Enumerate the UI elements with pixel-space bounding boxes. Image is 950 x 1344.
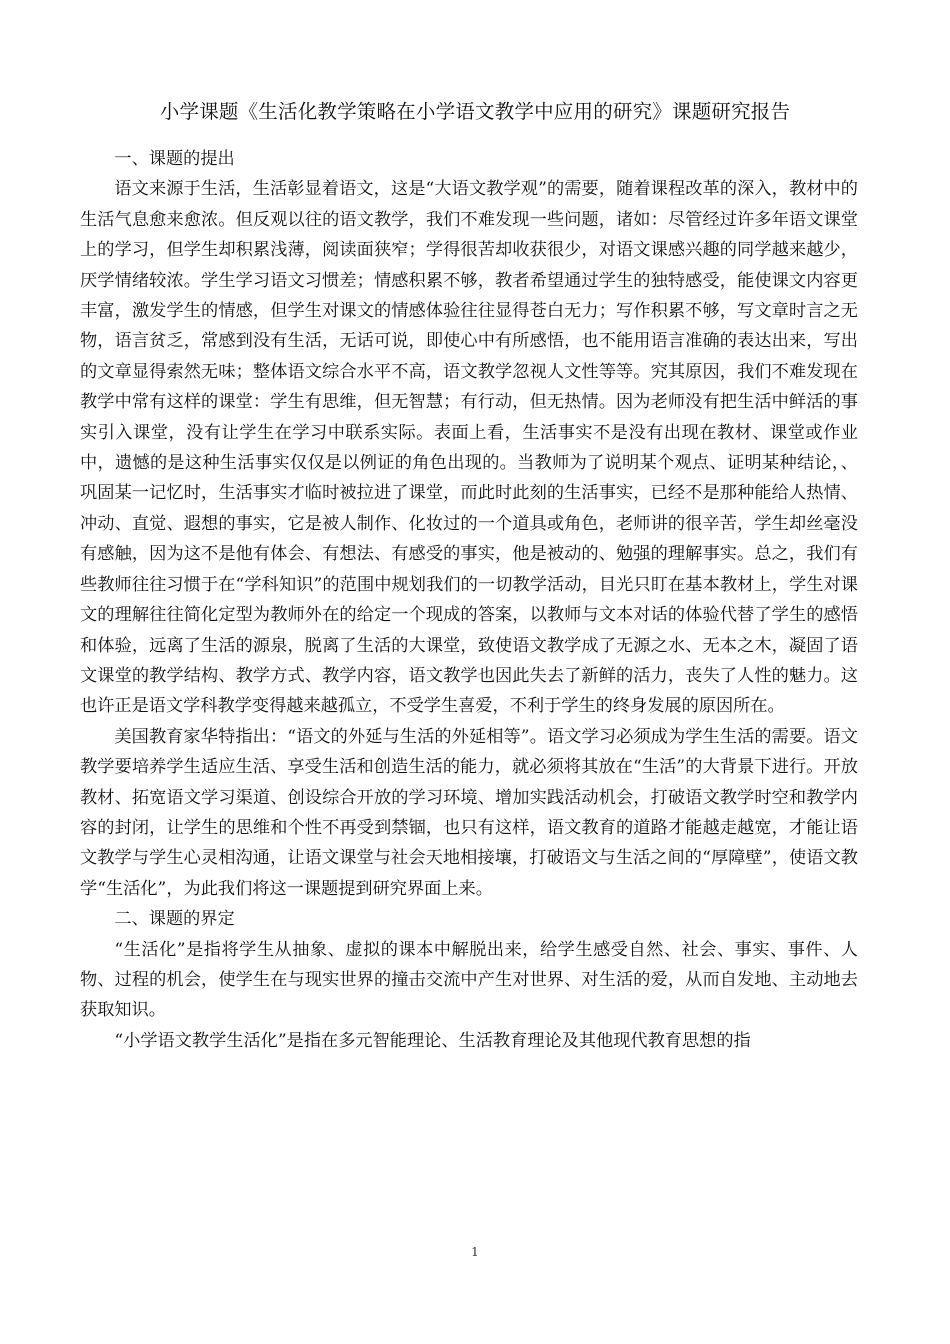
page-number: 1 (471, 1245, 479, 1259)
paragraph: 美国教育家华特指出：“语文的外延与生活的外延相等”。语文学习必须成为学生生活的需要。语文教学要培养学生适应生活、享受生活和创造生活的能力，就必须将其放在“生活”的大背景下进行。开放教材、拓宽语文学习渠道、创设综合开放的学习环境、增加实践活动机会，打破语文教学时空和教学内容的封闭，让学生的思维和个性不再受到禁锢，也只有这样，语文教育的道路才能越走越宽，才能让语文教学与学生心灵相沟通，让语文课堂与社会天地相接壤，打破语文与生活之间的“厚障壁”，使语文教学“生活化”，为此我们将这一课题提到研究界面上来。 (80, 726, 858, 899)
section-heading: 一、课题的提出 (114, 149, 235, 169)
paragraph: “小学语文教学生活化”是指在多元智能理论、生活教育理论及其他现代教育思想的指 (114, 1030, 751, 1051)
document-title: 小学课题《生活化教学策略在小学语文教学中应用的研究》课题研究报告 (159, 100, 791, 123)
paragraph: “生活化”是指将学生从抽象、虚拟的课本中解脱出来，给学生感受自然、社会、事实、事件、人物、过程的机会，使学生在与现实世界的撞击交流中产生对世界、对生活的爱，从而自发地、主动地去获取知识。 (80, 939, 858, 1021)
document-body (80, 144, 858, 1056)
paragraph: 语文来源于生活，生活彰显着语文，这是“大语文教学观”的需要，随着课程改革的深入，教材中的生活气息愈来愈浓。但反观以往的语文教学，我们不难发现一些问题，诸如：尽管经过许多年语文课堂上的学习，但学生却积累浅薄，阅读面狭窄；学得很苦却收获很少，对语文课感兴趣的同学越来越少，厌学情绪较浓。学生学习语文习惯差；情感积累不够，教者希望通过学生的独特感受，能使课文内容更丰富，激发学生的情感，但学生对课文的情感体验往往显得苍白无力；写作积累不够，写文章时言之无物，语言贫乏，常感到没有生活，无话可说，即使心中有所感悟，也不能用语言准确的表达出来，写出的文章显得索然无味；整体语文综合水平不高，语文教学忽视人文性等等。究其原因，我们不难发现在教学中常有这样的课堂：学生有思维，但无智慧；有行动，但无热情。因为老师没有把生活中鲜活的事实引入课堂，没有让学生在学习中联系实际。表面上看，生活事实不是没有出现在教材、课堂或作业中，遗憾的是这种生活事实仅仅是以例证的角色出现的。当教师为了说明某个观点、证明某种结论，、巩固某一记忆时，生活事实才临时被拉进了课堂，而此时此刻的生活事实，已经不是那种能给人热情、冲动、直觉、遐想的事实，它是被人制作、化妆过的一个道具或角色，老师讲的很辛苦，学生却丝毫没有感触，因为这不是他有体会、有想法、有感受的事实，他是被动的、勉强的理解事实。总之，我们有些教师往往习惯于在“学科知识”的范围中规划我们的一切教学活动，目光只盯在基本教材上，学生对课文的理解往往简化定型为教师外在的给定一个现成的答案，以教师与文本对话的体验代替了学生的感悟和体验，远离了生活的源泉，脱离了生活的大课堂，致使语文教学成了无源之水、无本之木，凝固了语文课堂的教学结构、教学方式、教学内容，语文教学也因此失去了新鲜的活力，丧失了人性的魅力。这也许正是语文学科教学变得越来越孤立，不受学生喜爱，不利于学生的终身发展的原因所在。 (80, 179, 858, 717)
section-heading: 二、课题的界定 (114, 909, 235, 930)
